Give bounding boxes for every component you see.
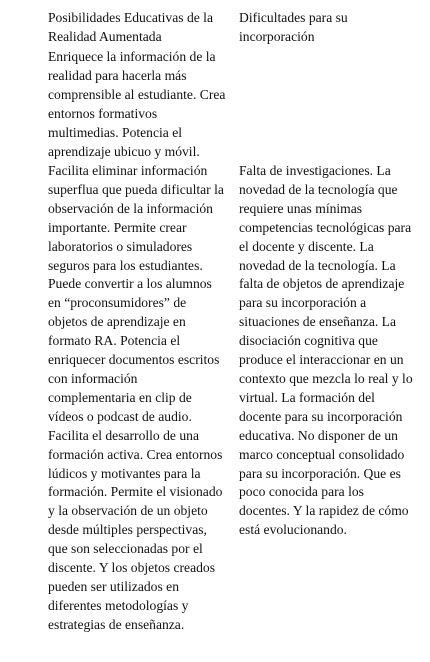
table-cell-row1-left [48, 48, 226, 161]
row2-left-text: Facilita eliminar información superflua que pueda dificultar la observación de la información importante. Permite crear laboratorios o simuladores seguros para los estudiantes. Puede convertir a los alumnos en “proconsumidores” de objetos de aprendizaje en formato RA. Potencia el enriquecer documentos escritos con información complementaria en clip de vídeos o podcast de audio. Facilita el desarrollo de una formación activa. Crea entornos lúdicos y motivantes para la formación. Permite el visionado y la observación de un objeto desde múltiples perspectivas, que son seleccionadas por el discente. Y los objetos creados pueden ser utilizados en diferentes metodologías y estrategias de enseñanza. [48, 163, 224, 632]
row1-left-text: Enriquece la información de la realidad para hacerla más comprensible al estudiante. Crea entornos formativos multimedias. Potencia el aprendizaje ubicuo y móvil. [48, 49, 226, 159]
table-cell-row2-right [239, 162, 415, 540]
header-left-text: Posibilidades Educativas de la Realidad Aumentada [48, 10, 213, 44]
header-incorporation-difficulties [239, 9, 415, 47]
header-educational-possibilities [48, 9, 226, 47]
table-cell-row2-left [48, 162, 226, 635]
header-right-text: Dificultades para su incorporación [239, 10, 348, 44]
row2-right-text: Falta de investigaciones. La novedad de la tecnología que requiere unas mínimas competencias tecnológicas para el docente y discente. La novedad de la tecnología. La falta de objetos de aprendizaje para su incorporación a situaciones de enseñanza. La disociación cognitiva que produce el interaccionar en un contexto que mezcla lo real y lo virtual. La formación del docente para su incorporación educativa. No disponer de un marco conceptual consolidado para su incorporación. Que es poco conocida para los docentes. Y la rapidez de cómo está evolucionando. [239, 163, 413, 538]
